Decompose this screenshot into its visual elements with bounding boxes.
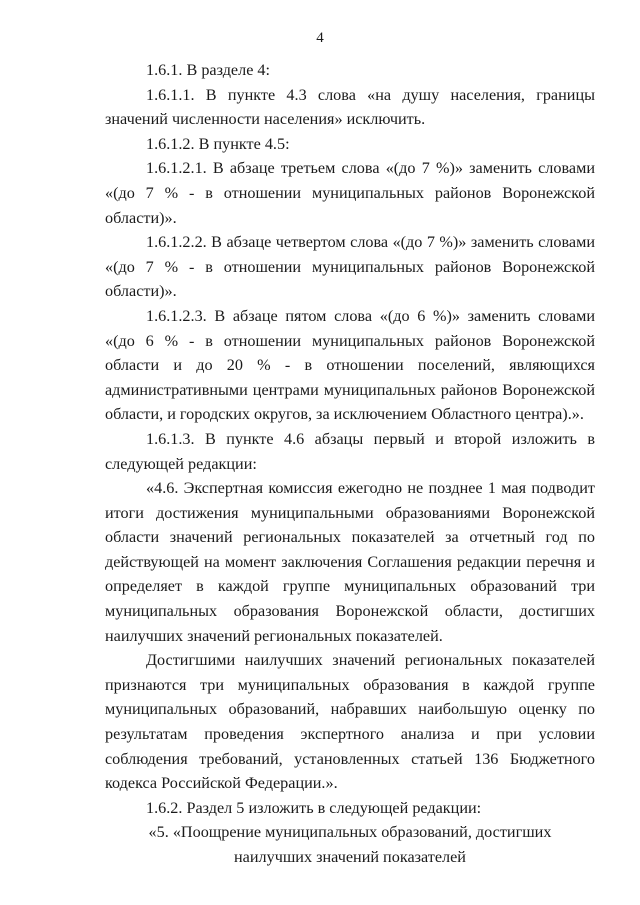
- paragraph-1-6-1-2-2: 1.6.1.2.2. В абзаце четвертом слова «(до 7 %)» заменить словами «(до 7 % - в отношении муниципальных районов Воронежской области)».: [105, 233, 595, 301]
- section-5-heading-line-2: наилучших значений показателей: [234, 848, 466, 866]
- page-number: 4: [316, 30, 324, 46]
- paragraph-1-6-1-3: 1.6.1.3. В пункте 4.6 абзацы первый и второй изложить в следующей редакции:: [105, 429, 595, 473]
- paragraph-1-6-1-1: 1.6.1.1. В пункте 4.3 слова «на душу населения, границы значений численности населения» исключить.: [105, 85, 595, 129]
- section-5-heading-line-1: «5. «Поощрение муниципальных образований, достигших: [148, 823, 552, 842]
- paragraph-1-6-1-2-1: 1.6.1.2.1. В абзаце третьем слова «(до 7 %)» заменить словами «(до 7 % - в отношении муниципальных районов Воронежской области)».: [105, 159, 595, 227]
- document-body: [105, 58, 595, 870]
- paragraph-1-6-2: 1.6.2. Раздел 5 изложить в следующей редакции:: [146, 798, 482, 817]
- paragraph-achievers: Достигшими наилучших значений региональных показателей признаются три муниципальных образования в каждой группе муниципальных образований, набравших наибольшую оценку по результатам проведения экспертного анализа и при условии соблюдения требований, установленных статьей 136 Бюджетного кодекса Российской Федерации.».: [105, 651, 595, 793]
- paragraph-1-6-1-2: 1.6.1.2. В пункте 4.5:: [146, 134, 290, 153]
- paragraph-1-6-1-2-3: 1.6.1.2.3. В абзаце пятом слова «(до 6 %)» заменить словами «(до 6 % - в отношении муниципальных районов Воронежской области и до 20 % - в отношении поселений, являющихся административными центрами муниципальных районов Воронежской области, и городских округов, за исключением Областного центра).».: [105, 306, 595, 424]
- paragraph-4-6-quote: «4.6. Экспертная комиссия ежегодно не позднее 1 мая подводит итоги достижения муниципальными образованиями Воронежской области значений региональных показателей за отчетный год по действующей на момент заключения Соглашения редакции перечня и определяет в каждой группе муниципальных образований три муниципальных образования Воронежской области, достигших наилучших значений региональных показателей.: [105, 479, 595, 645]
- paragraph-1-6-1: 1.6.1. В разделе 4:: [146, 61, 271, 79]
